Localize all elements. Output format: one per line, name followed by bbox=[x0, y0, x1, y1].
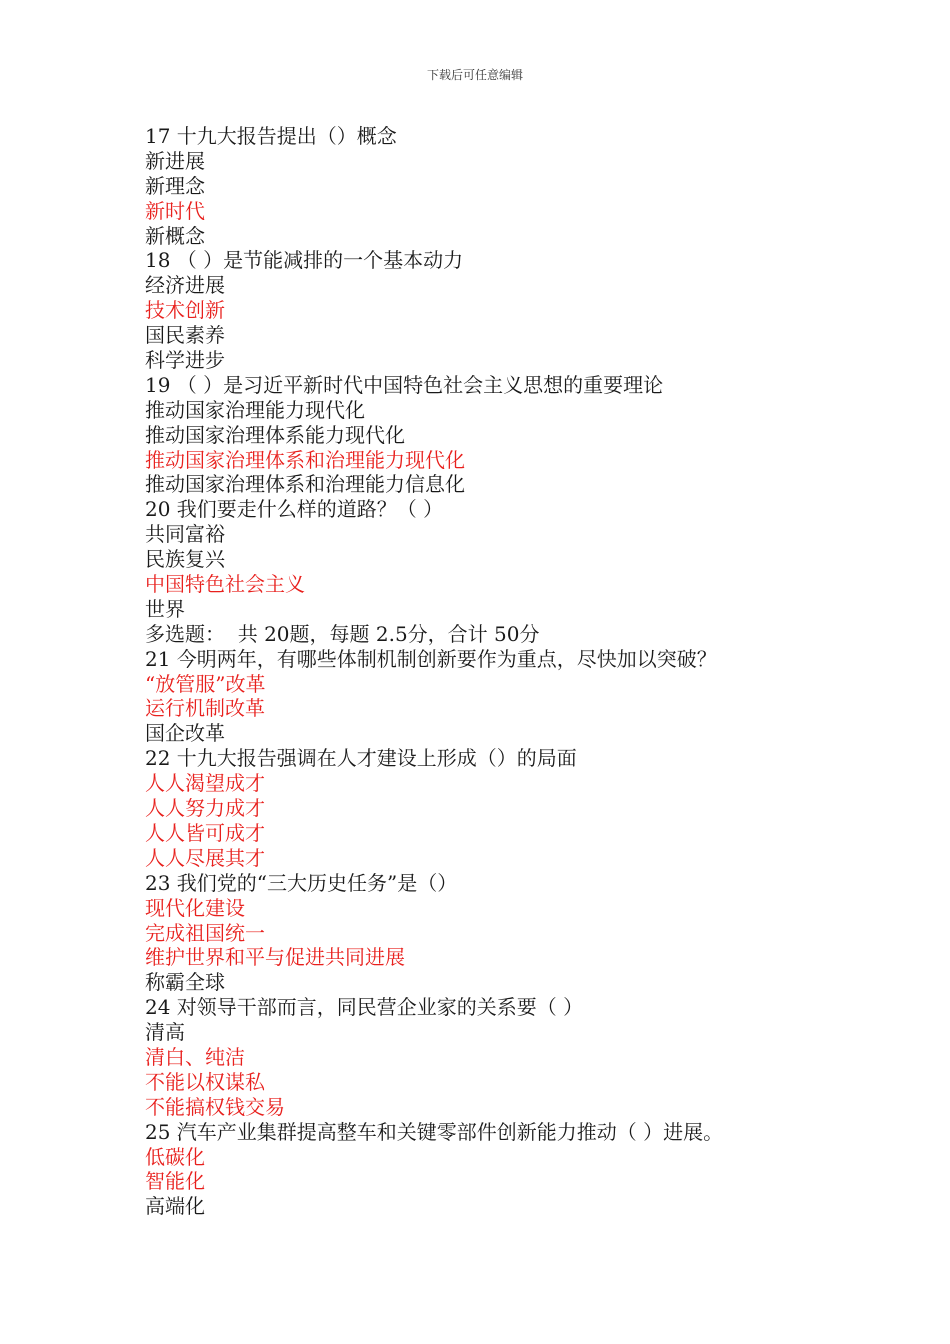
answer-option-correct: 不能搞权钱交易 bbox=[145, 1094, 285, 1119]
question-line: 清高 bbox=[145, 1020, 185, 1045]
answer-option-correct: 完成祖国统一 bbox=[145, 920, 265, 945]
answer-option-correct: 人人渴望成才 bbox=[145, 771, 265, 796]
question-line: 20 我们要走什么样的道路？（ ） bbox=[145, 497, 444, 522]
question-line: 25 汽车产业集群提高整车和关键零部件创新能力推动（ ）进展。 bbox=[145, 1119, 724, 1144]
answer-option-correct: “放管服”改革 bbox=[145, 671, 266, 696]
answer-option-correct: 人人皆可成才 bbox=[145, 820, 265, 845]
answer-option-correct: 运行机制改革 bbox=[145, 696, 265, 721]
question-line: 国企改革 bbox=[145, 721, 225, 746]
question-line: 24 对领导干部而言，同民营企业家的关系要（ ） bbox=[145, 995, 584, 1020]
question-line: 新进展 bbox=[145, 148, 205, 173]
answer-option-correct: 低碳化 bbox=[145, 1144, 205, 1169]
answer-option-correct: 中国特色社会主义 bbox=[145, 572, 305, 597]
page-header: 下载后可任意编辑 bbox=[426, 68, 523, 82]
question-line: 科学进步 bbox=[145, 348, 225, 373]
answer-option-correct: 维护世界和平与促进共同进展 bbox=[145, 945, 405, 970]
answer-option-correct: 清白、纯洁 bbox=[145, 1044, 245, 1069]
question-line: 世界 bbox=[145, 596, 185, 621]
question-line: 民族复兴 bbox=[145, 547, 225, 572]
question-line: 推动国家治理能力现代化 bbox=[145, 397, 365, 422]
answer-option-correct: 新时代 bbox=[145, 198, 205, 223]
question-line: 推动国家治理体系和治理能力信息化 bbox=[145, 472, 465, 497]
question-line: 推动国家治理体系能力现代化 bbox=[145, 422, 405, 447]
answer-option-correct: 现代化建设 bbox=[145, 895, 245, 920]
answer-option-correct: 不能以权谋私 bbox=[145, 1069, 265, 1094]
question-line: 21 今明两年，有哪些体制机制创新要作为重点，尽快加以突破？ bbox=[145, 646, 717, 671]
question-line: 17 十九大报告提出（）概念 bbox=[145, 124, 397, 148]
question-line: 称霸全球 bbox=[145, 970, 225, 995]
question-line: 共同富裕 bbox=[145, 522, 225, 547]
question-line: 多选题： 共 20题，每题 2.5分，合计 50分 bbox=[145, 621, 540, 646]
answer-option-correct: 推动国家治理体系和治理能力现代化 bbox=[145, 447, 465, 472]
question-line: 新概念 bbox=[145, 223, 205, 248]
question-line: 18 （ ）是节能减排的一个基本动力 bbox=[145, 248, 464, 273]
answer-option-correct: 智能化 bbox=[145, 1169, 205, 1194]
question-line: 国民素养 bbox=[145, 323, 225, 348]
question-line: 经济进展 bbox=[145, 273, 225, 298]
question-line: 高端化 bbox=[145, 1194, 205, 1219]
question-line: 23 我们党的“三大历史任务”是（） bbox=[145, 870, 458, 895]
question-line: 新理念 bbox=[145, 173, 205, 198]
answer-option-correct: 技术创新 bbox=[145, 298, 225, 323]
question-line: 22 十九大报告强调在人才建设上形成（）的局面 bbox=[145, 746, 577, 771]
answer-option-correct: 人人尽展其才 bbox=[145, 845, 265, 870]
answer-option-correct: 人人努力成才 bbox=[145, 796, 265, 821]
question-line: 19 （ ）是习近平新时代中国特色社会主义思想的重要理论 bbox=[145, 372, 664, 397]
question-list bbox=[145, 124, 865, 1219]
